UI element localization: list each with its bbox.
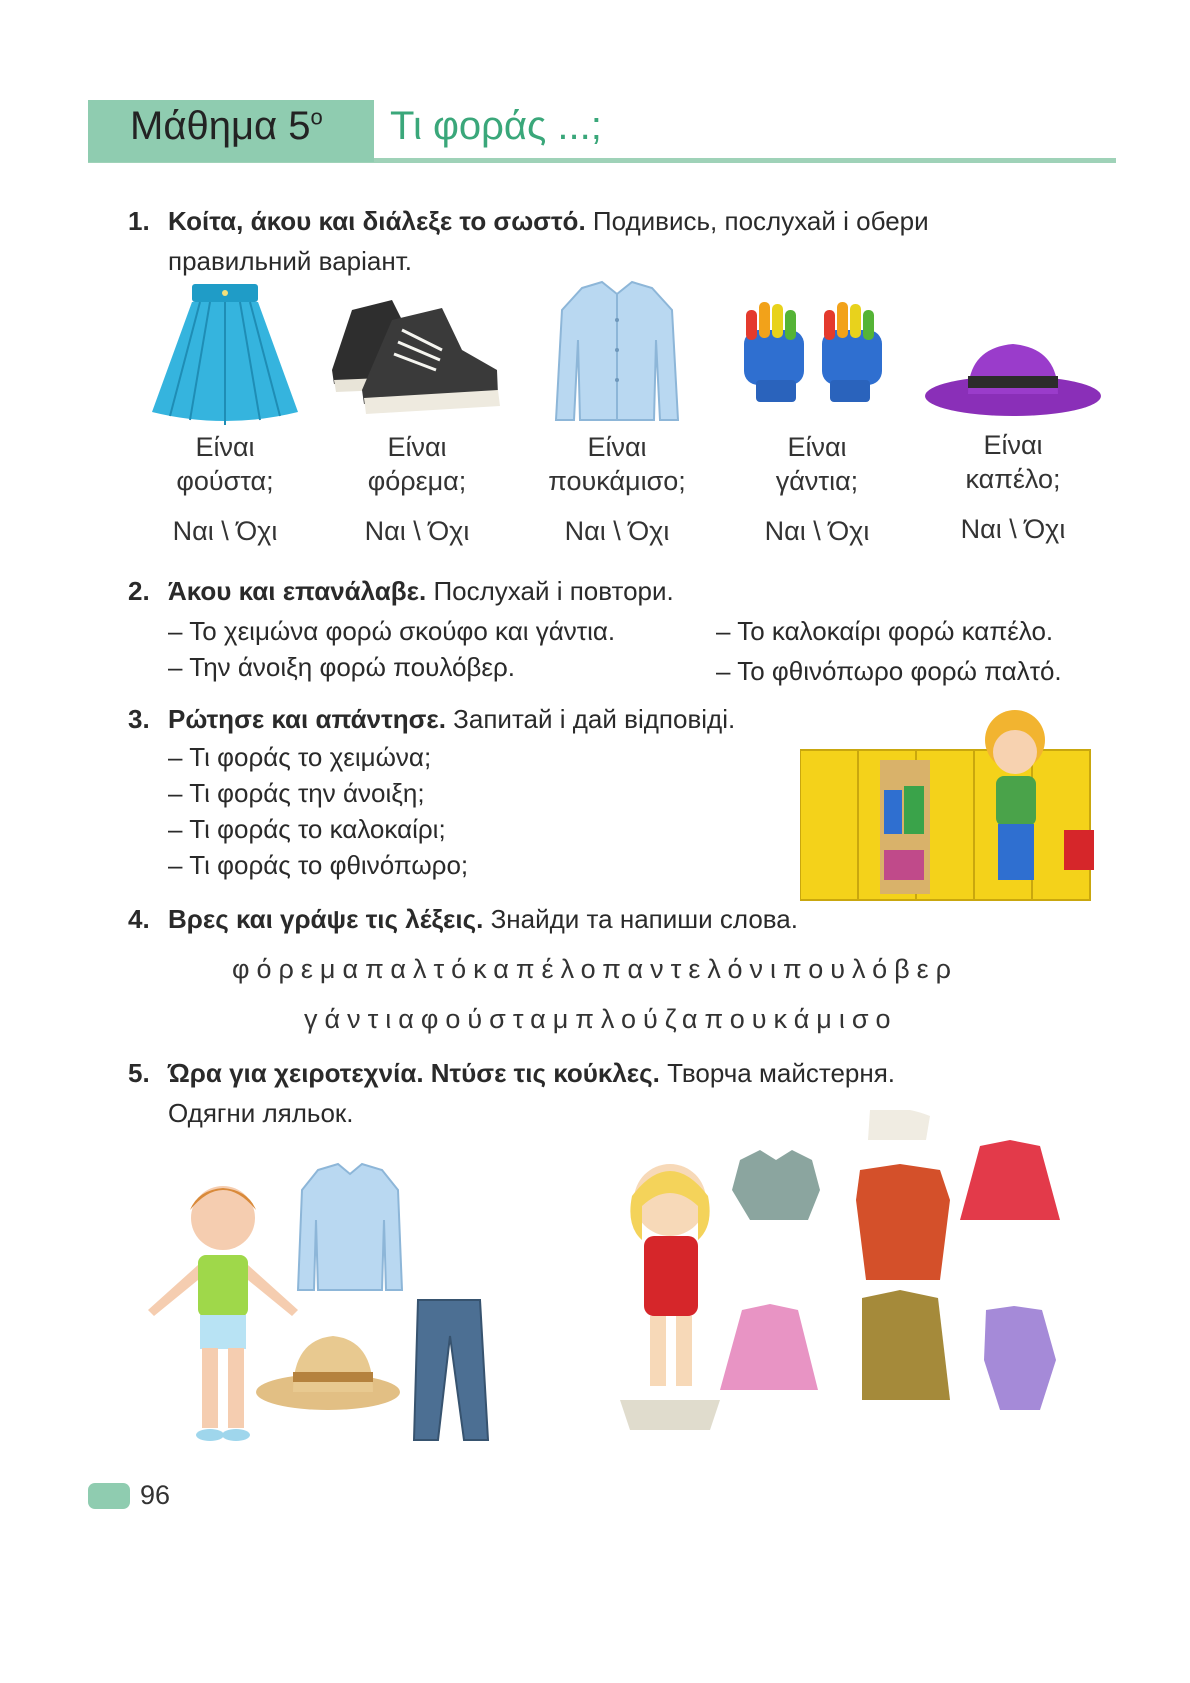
gloves-icon [722,280,912,430]
skirt-icon [130,280,320,430]
item-question-noun: γάντια; [775,466,859,496]
ex2-heading: 2. Άκου και επανάλαβε. Послухай і повтори. [128,576,674,606]
boy-paper-doll-illustration [128,1160,508,1450]
yes-no-choice[interactable]: Ναι \ Όχι [960,514,1066,544]
ex2-line: – Το φθινόπωρο φορώ παλτό. [716,656,1062,686]
item-question-word: Είναι [587,432,647,462]
ex3-line: – Τι φοράς το καλοκαίρι; [168,814,446,844]
shirt-icon [522,280,712,430]
ex3-heading: 3. Ρώτησε και απάντησε. Запитай і дай відповіді. [128,704,736,734]
ex3-line: – Τι φοράς το χειμώνα; [168,742,432,772]
ex2-line: – Το χειμώνα φορώ σκούφο και γάντια. [168,616,616,646]
ex1-heading-line2: правильний варіант. [168,246,412,276]
page-number-bar [88,1483,130,1509]
item-question-noun: καπέλο; [965,464,1061,494]
ex5-heading: 5. Ώρα για χειροτεχνία. Ντύσε τις κούκλες. Творча майстерня. [128,1058,896,1088]
yes-no-choice[interactable]: Ναι \ Όχι [364,516,470,546]
item-hat [918,278,1108,545]
girl-paper-doll-illustration [600,1110,1116,1460]
item-question-noun: φόρεμα; [367,466,467,496]
ex5-heading-line2: Одягни ляльок. [168,1098,354,1128]
item-question-word: Είναι [983,430,1043,460]
lesson-label: Μάθημα $5^o$ [130,104,323,148]
sneakers-icon [322,280,512,430]
yes-no-choice[interactable]: Ναι \ Όχι [564,516,670,546]
item-question-word: Είναι [387,432,447,462]
page-title: Τι φοράς ...; [390,104,602,148]
page-number: 96 [140,1480,171,1510]
wardrobe-boy-illustration [800,700,1116,906]
letter-row-1: φόρεμαπαλτόκαπέλοπαντελόνιπουλόβερ [232,954,959,984]
item-question-noun: φούστα; [176,466,274,496]
item-skirt [130,280,320,547]
item-question-noun: πουκάμισο; [548,466,686,496]
ex2-line: – Την άνοιξη φορώ πουλόβερ. [168,652,515,682]
yes-no-choice[interactable]: Ναι \ Όχι [764,516,870,546]
item-gloves [722,280,912,547]
item-sneakers [322,280,512,547]
hat-icon [918,278,1108,428]
ex4-heading: 4. Βρες και γράψε τις λέξεις. Знайди та напиши слова. [128,904,798,934]
ex3-line: – Τι φοράς την άνοιξη; [168,778,425,808]
ex3-line: – Τι φοράς το φθινόπωρο; [168,850,469,880]
letter-row-2: γάντιαφούσταμπλούζαπουκάμισο [304,1004,898,1034]
ex1-heading: 1. Κοίτα, άκου και διάλεξε το σωστό. Подивись, послухай і обери [128,206,929,236]
item-shirt [522,280,712,547]
ex2-line: – Το καλοκαίρι φορώ καπέλο. [716,616,1054,646]
item-question-word: Είναι [195,432,255,462]
yes-no-choice[interactable]: Ναι \ Όχι [172,516,278,546]
item-question-word: Είναι [787,432,847,462]
